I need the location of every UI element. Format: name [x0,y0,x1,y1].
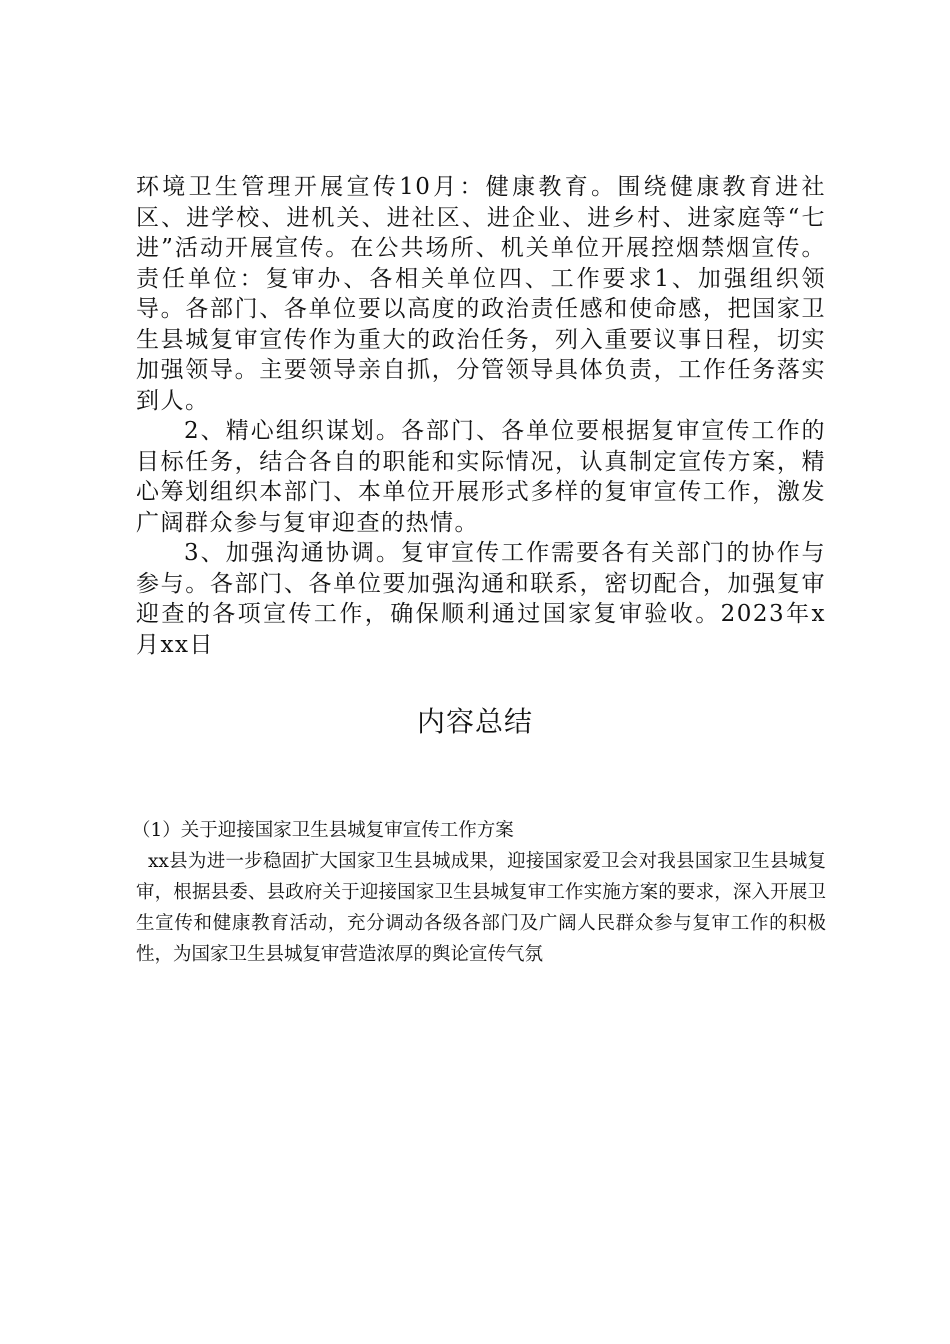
body-paragraph-1: 环境卫生管理开展宣传10月：健康教育。围绕健康教育进社区、进学校、进机关、进社区、进企业、进乡村、进家庭等“七进”活动开展宣传。在公共场所、机关单位开展控烟禁烟宣传。责任单位：复审办、各相关单位四、工作要求1、加强组织领导。各部门、各单位要以高度的政治责任感和使命感，把国家卫生县城复审宣传作为重大的政治任务，列入重要议事日程，切实加强领导。主要领导亲自抓，分管领导具体负责，工作任务落实到人。 [136,174,826,414]
summary-item-heading: （1）关于迎接国家卫生县城复审宣传工作方案 [132,820,514,841]
body-paragraph-2: 2、精心组织谋划。各部门、各单位要根据复审宣传工作的目标任务，结合各自的职能和实际情况，认真制定宣传方案，精心筹划组织本部门、本单位开展形式多样的复审宣传工作，激发广阔群众参与复审迎查的热情。 [136,418,826,536]
summary-item-body: xx县为进一步稳固扩大国家卫生县城成果，迎接国家爱卫会对我县国家卫生县城复审，根据县委、县政府关于迎接国家卫生县城复审工作实施方案的要求，深入开展卫生宣传和健康教育活动，充分调动各级各部门及广阔人民群众参与复审工作的积极性，为国家卫生县城复审营造浓厚的舆论宣传气氛 [136,851,826,965]
body-paragraph-3: 3、加强沟通协调。复审宣传工作需要各有关部门的协作与参与。各部门、各单位要加强沟通和联系，密切配合，加强复审迎查的各项宣传工作，确保顺利通过国家复审验收。2023年x月xx日 [136,540,826,658]
document-body [136,172,826,660]
summary-title: 内容总结 [416,705,533,738]
summary-section [132,815,826,970]
